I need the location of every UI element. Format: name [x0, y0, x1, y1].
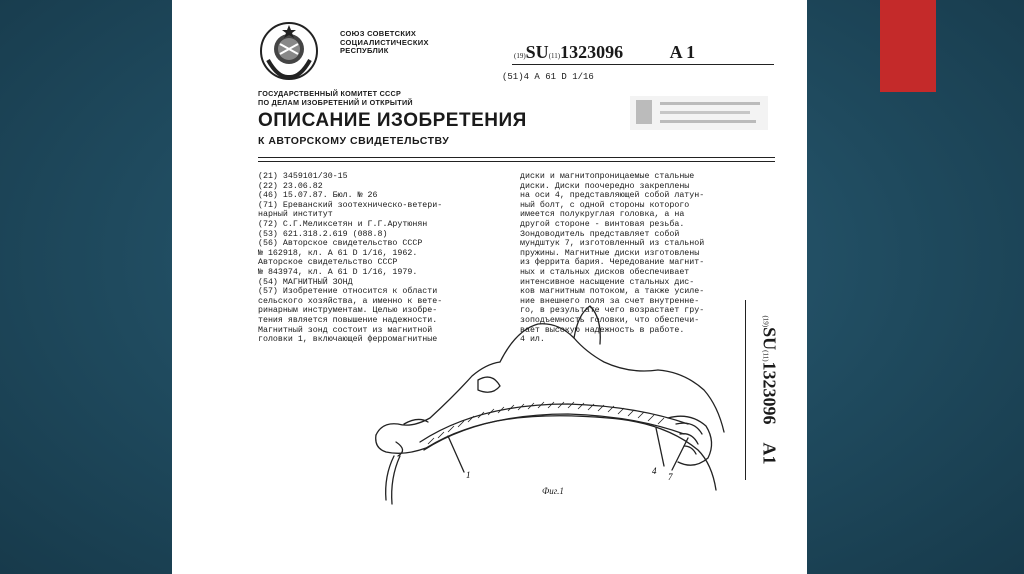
biblio-line: (21) 3459101/30-15 — [258, 172, 348, 181]
org-line: СОЮЗ СОВЕТСКИХ — [340, 29, 417, 38]
biblio-line: (22) 23.06.82 — [258, 181, 323, 191]
biblio-line: (46) 15.07.87. Бюл. № 26 — [258, 191, 378, 201]
patent-document-page — [172, 0, 807, 574]
document-subtitle: К АВТОРСКОМУ СВИДЕТЕЛЬСТВУ — [258, 135, 450, 147]
patent-kind: A 1 — [669, 42, 696, 62]
abstract-line: мундштук 7, изготовленный из стальной — [520, 239, 705, 249]
abstract-line: го, в результате чего возрастает гру- — [520, 306, 705, 316]
biblio-line: (53) 621.318.2.619 (088.8) — [258, 229, 388, 239]
document-title: ОПИСАНИЕ ИЗОБРЕТЕНИЯ — [258, 110, 527, 131]
side-country: SU — [759, 327, 780, 351]
figure-caption: Фиг.1 — [542, 486, 564, 496]
biblio-line: Авторское свидетельство СССР — [258, 258, 398, 268]
side-kind: A1 — [759, 442, 780, 465]
committee-line: ГОСУДАРСТВЕННЫЙ КОМИТЕТ СССР — [258, 89, 402, 98]
abstract-line: ный болт, с одной стороны которого — [520, 200, 690, 210]
figure-label-4: 4 — [652, 466, 657, 476]
side-code-19: (19) — [761, 315, 770, 328]
biblio-line: головки 1, включающей ферромагнитные — [258, 335, 438, 345]
library-stamp — [630, 92, 768, 134]
code-11: (11) — [548, 52, 561, 60]
biblio-line: сельского хозяйства, а именно к вете- — [258, 296, 443, 306]
abstract-line: диски. Диски поочередно закреплены — [520, 181, 690, 191]
patent-drawing-cow-probe — [368, 300, 807, 530]
biblio-line: № 843974, кл. А 61 D 1/16, 1979. — [258, 267, 418, 277]
abstract-line: пружины. Магнитные диски изготовлены — [520, 248, 700, 258]
abstract-line: из феррита бария. Чередование магнит- — [520, 258, 705, 268]
figure-label-1: 1 — [466, 470, 471, 480]
abstract-line: другой стороне - винтовая резьба. — [520, 219, 685, 229]
biblio-line: ринарным инструментам. Целью изобре- — [258, 306, 438, 316]
header-rule — [512, 64, 774, 65]
committee-name — [258, 90, 413, 107]
abstract-line: ние внешнего поля за счет внутренне- — [520, 296, 700, 306]
patent-number: 1323096 — [560, 42, 624, 62]
abstract-line: Зондоводитель представляет собой — [520, 229, 680, 239]
title-rule — [258, 157, 775, 158]
side-number: 1323096 — [759, 361, 780, 425]
biblio-line: (71) Ереванский зоотехническо-ветери- — [258, 200, 443, 210]
abstract-line: интенсивное насыщение стальных дис- — [520, 277, 695, 287]
title-rule-thin — [258, 161, 775, 162]
biblio-line: (56) Авторское свидетельство СССР — [258, 239, 423, 249]
abstract-line: имеется полукруглая головка, а на — [520, 210, 685, 220]
biblio-line: № 162918, кл. А 61 D 1/16, 1962. — [258, 248, 418, 258]
abstract-line: ков магнитным потоком, а также усиле- — [520, 287, 705, 297]
org-name — [340, 30, 429, 56]
committee-line: ПО ДЕЛАМ ИЗОБРЕТЕНИЙ И ОТКРЫТИЙ — [258, 97, 413, 107]
ussr-emblem-icon — [258, 20, 320, 82]
country-code: SU — [525, 42, 549, 62]
biblio-line: нарный институт — [258, 210, 333, 220]
abstract-line: на оси 4, представляющей собой латун- — [520, 191, 705, 201]
patent-number-line — [514, 42, 695, 63]
biblio-line: тения является повышение надежности. — [258, 315, 438, 325]
biblio-line: (57) Изобретение относится к области — [258, 287, 438, 297]
code-19: (19) — [514, 52, 526, 60]
abstract-line: вает высокую надежность в работе. — [520, 325, 685, 335]
biblio-line: (72) С.Г.Меликсетян и Г.Г.Арутюнян — [258, 219, 428, 229]
biblio-line: Магнитный зонд состоит из магнитной — [258, 325, 433, 335]
side-code-11: (11) — [761, 350, 770, 362]
figure-label-7: 7 — [668, 472, 673, 482]
abstract-line: 4 ил. — [520, 335, 545, 345]
org-line: СОЦИАЛИСТИЧЕСКИХ — [340, 37, 429, 47]
abstract-line: зоподъемность головки, что обеспечи- — [520, 315, 700, 325]
biblio-line: (54) МАГНИТНЫЙ ЗОНД — [258, 277, 353, 287]
ipc-classification: (51)4 A 61 D 1/16 — [502, 72, 594, 82]
red-accent-tab — [880, 0, 936, 92]
abstract-line: диски и магнитопроницаемые стальные — [520, 172, 695, 181]
abstract-line: ных и стальных дисков обеспечивает — [520, 267, 690, 277]
org-line: РЕСПУБЛИК — [340, 46, 389, 55]
